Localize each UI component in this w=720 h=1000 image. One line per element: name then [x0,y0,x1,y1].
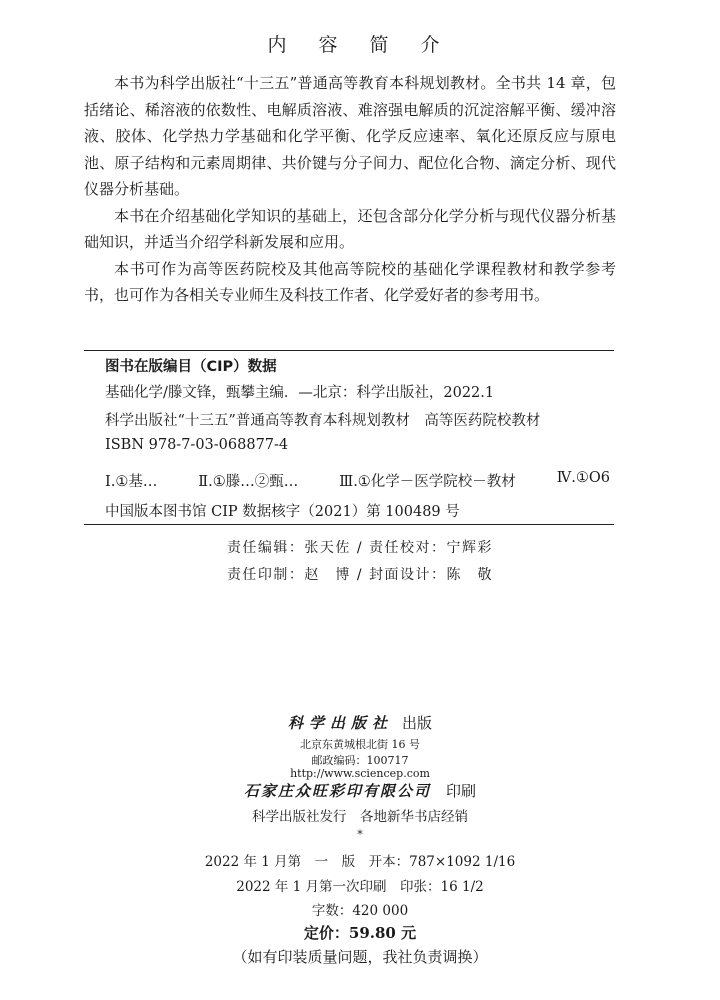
intro-paragraph-1: 本书为科学出版社“十三五”普通高等教育本科规划教材。全书共 14 章，包括绪论、稀溶液的依数性、电解质溶液、难溶强电解质的沉淀溶解平衡、缓冲溶液、胶体、化学热力学基础和化学平衡、化学反应速率、氧化还原反应与原电池、原子结构和元素周期律、共价键与分子间力、配位化合物、滴定分析、现代仪器分析基础。 [84,74,616,198]
cip-classification [105,470,610,491]
quality-note: （如有印装质量问题，我社负责调换） [232,948,488,966]
intro-paragraph-3: 本书可作为高等医药院校及其他高等院校的基础化学课程教材和教学参考书，也可作为各相关专业师生及科技工作者、化学爱好者的参考用书。 [84,259,616,304]
cip-line-series: 科学出版社“十三五”普通高等教育本科规划教材 高等医药院校教材 [105,413,541,429]
printer-suffix: 印刷 [446,782,477,800]
cip-top-rule [84,350,614,351]
separator-star: * [357,828,363,841]
price: 定价：59.80 元 [303,924,417,942]
word-count: 字数：420 000 [311,903,409,919]
cip-record-number: 中国版本图书馆 CIP 数据核字（2021）第 100489 号 [105,504,460,520]
intro-paragraph-2: 本书在介绍基础化学知识的基础上，还包含部分化学分析与现代仪器分析基础知识，并适当介绍学科新发展和应用。 [84,206,616,251]
distribution-line: 科学出版社发行 各地新华书店经销 [252,809,468,825]
cip-bottom-rule [84,524,614,525]
printer-name: 石家庄众旺彩印有限公司 [243,782,431,800]
classification-i: Ⅰ.①基… [105,474,158,490]
classification-iii: Ⅲ.①化学－医学院校－教材 [339,474,516,490]
publisher-suffix: 出版 [402,714,433,732]
publisher-url: http://www.sciencep.com [290,767,430,780]
edition-line-1: 2022 年 1 月第 一 版 开本：787×1092 1/16 [204,854,516,870]
credits-line-1: 责任编辑：张天佐 / 责任校对：宁辉彩 [226,540,494,556]
edition-line-2: 2022 年 1 月第一次印刷 印张：16 1/2 [236,879,484,895]
publisher-name: 科学出版社 [287,714,393,732]
publisher-postcode: 邮政编码：100717 [311,754,409,767]
classification-iv: Ⅳ.①O6 [556,470,610,486]
cip-line-title: 基础化学/滕文锋，甄攀主编．—北京：科学出版社，2022.1 [105,385,495,401]
introduction [84,70,616,309]
credits-line-2: 责任印制：赵 博 / 封面设计：陈 敬 [226,567,494,583]
printer-line [0,780,720,801]
cip-heading: 图书在版编目（CIP）数据 [105,359,277,375]
publisher-line [0,712,720,733]
cip-isbn: ISBN 978-7-03-068877-4 [105,437,289,453]
classification-ii: Ⅱ.①滕…②甄… [198,474,299,490]
publisher-address: 北京东黄城根北街 16 号 [300,738,420,751]
page-title: 内 容 简 介 [267,34,453,56]
